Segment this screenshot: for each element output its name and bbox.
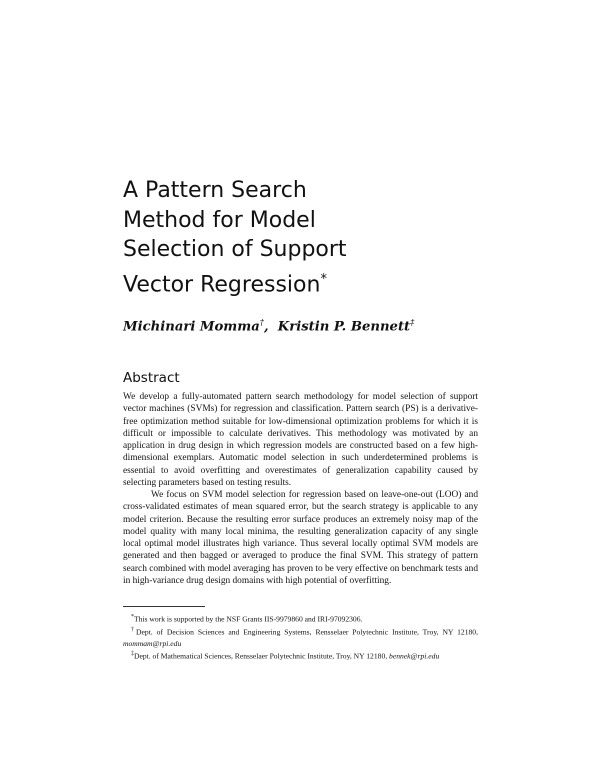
title-line-last [123,265,423,300]
title-line-text: Vector Regression [123,271,321,297]
paper-title [123,176,423,299]
abstract-paragraph: We focus on SVM model selection for regression based on leave-one-out (LOO) and cross-validated estimates of mean squared error, but the search strategy is applicable to any model criterion. Because the resulting error surface produces an extremely noisy map of the model quality with many local minima, the resulting generalization capacity of any single local optimal model illustrates high variance. Thus several locally optimal SVM models are generated and then bagged or averaged to produce the final SVM. This strategy of pattern search combined with model averaging has proven to be very effective on benchmark tests and in high-variance drug design domains with high potential of overfitting. [123,490,478,586]
title-footnote-mark: * [320,271,327,287]
footnote-text: Dept. of Decision Sciences and Engineering Systems, Rensselaer Polytechnic Institute, Troy, NY 12180, [136,627,479,637]
author-list [123,318,483,334]
footnote [123,649,478,662]
footnote-text: Dept. of Mathematical Sciences, Rensselaer Polytechnic Institute, Troy, NY 12180, [134,651,390,661]
title-line: A Pattern Search [123,178,307,203]
footnotes [123,612,478,663]
footnote-mark: † [131,627,137,634]
author-name: Kristin P. Bennett [277,319,411,335]
author-separator: , [264,319,269,335]
title-line: Selection of Support [123,237,347,262]
footnote-email: mommam@rpi.edu [123,638,182,648]
footnote-rule [123,606,205,607]
abstract-body [123,391,478,587]
footnote-mark: ‡ [131,651,134,658]
footnote [123,612,478,625]
footnote-mark: * [131,614,134,620]
abstract-heading: Abstract [123,370,180,386]
title-line: Method for Model [123,207,316,233]
footnote [123,625,478,649]
author-footnote-mark: ‡ [410,318,415,328]
author-footnote-mark: † [259,318,265,328]
author-name: Michinari Momma [123,319,260,335]
footnote-email: bennek@rpi.edu [389,651,440,661]
footnote-text: This work is supported by the NSF Grants IIS-9979860 and IRI-97092306. [134,614,363,624]
abstract-paragraph: We develop a fully-automated pattern search methodology for model selection of support vector machines (SVMs) for regression and classification. Pattern search (PS) is a derivative-free optimization method suitable for low-dimensional optimization problems for which it is difficult or impossible to calculate derivatives. This methodology was motivated by an application in drug design in which regression models are constructed based on a few high-dimensional exemplars. Automatic model selection in such underdetermined problems is essential to avoid overfitting and overestimates of generalization capability caused by selecting parameters based on testing results. [123,392,478,488]
